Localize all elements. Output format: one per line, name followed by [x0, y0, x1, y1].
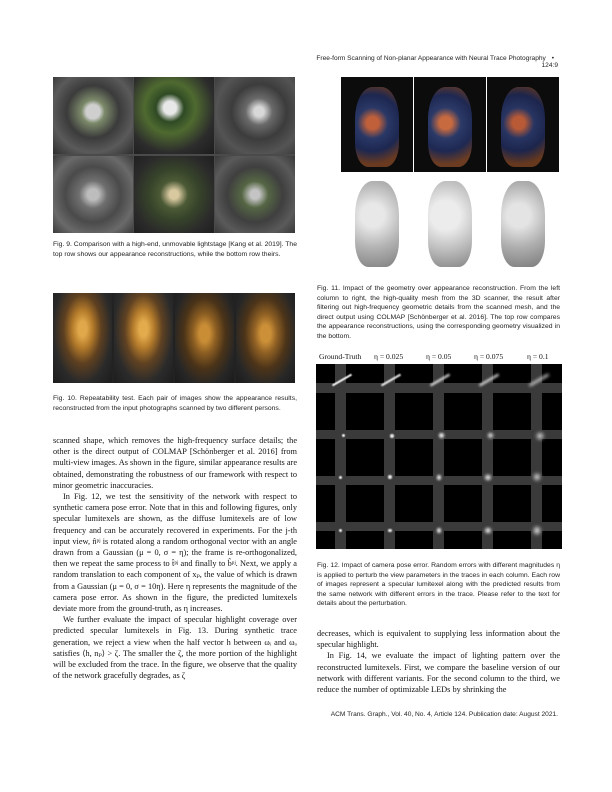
specular-highlight — [485, 528, 490, 533]
specular-highlight — [439, 433, 444, 438]
lumitexel-cell — [513, 457, 562, 503]
lumitexel-vertical-band — [482, 503, 493, 549]
fig12-lumitexel-grid — [316, 364, 562, 549]
fig10-caption: Fig. 10. Repeatability test. Each pair of images show the appearance results, reconstructed from the input photographs scanned by two different persons. — [53, 395, 297, 412]
lumitexel-cell — [464, 503, 513, 549]
header-bullet: • — [551, 55, 554, 62]
fig12-caption: Fig. 12. Impact of camera pose error. Random errors with different magnitudes η is applied to perturb the view parameters in the traces in each column. Each row of images represent a specular lumitexel along with the predicted results from the same network with different errors in the trace. Please refer to the text for details about the perturbation. — [317, 562, 560, 608]
fig11-vase-appearance-2 — [414, 77, 486, 172]
lumitexel-cell — [464, 457, 513, 503]
fig11-vase-geometry-1 — [341, 175, 413, 273]
lumitexel-cell — [365, 503, 414, 549]
lumitexel-vertical-band — [335, 457, 346, 503]
fig9-caption: Fig. 9. Comparison with a high-end, unmovable lightstage [Kang et al. 2019]. The top row shows our appearance reconstructions, while the bottom row theirs. — [53, 241, 297, 258]
fig12-label-eta-0075: η = 0.075 — [474, 352, 504, 361]
fig9-photo-2 — [134, 77, 214, 154]
running-title: Free-form Scanning of Non-planar Appearance with Neural Trace Photography — [316, 55, 546, 62]
fig9-image-grid — [53, 77, 295, 233]
lumitexel-cell — [464, 364, 513, 410]
left-paragraph-2: In Fig. 12, we test the sensitivity of the network with respect to synthetic camera pose error. Note that in this and following figures, only specular lumitexels are shown, as the diffuse lumitexels are of low frequency and can be accurately recovered in experiments. For the j-th input view, n̂ᵖʲ is rotated along a random orthogonal vector with an angle drawn from a Gaussian (μ = 0, σ = η); the frame is re-orthogonalized, then we repeat the same process to t̂ᵖʲ and finally to b̂ᵖʲ. Next, we apply a random translation to each component of xₚ, the value of which is drawn from a Gaussian (μ = 0, σ = 10η). Here η represents the magnitude of the camera pose error. As shown in the figure, the predicted lumitexels deviate more from the ground-truth, as η increases. — [53, 492, 297, 614]
fig9-photo-6 — [215, 156, 295, 233]
left-column-text — [53, 435, 297, 681]
specular-highlight — [390, 434, 394, 438]
lumitexel-cell — [513, 503, 562, 549]
lumitexel-cell — [414, 410, 463, 456]
lumitexel-cell — [464, 410, 513, 456]
lumitexel-cell — [365, 410, 414, 456]
fig9-photo-5 — [134, 156, 214, 233]
fig10-photo-4 — [236, 293, 295, 383]
lumitexel-vertical-band — [384, 503, 395, 549]
lumitexel-vertical-band — [384, 457, 395, 503]
specular-highlight — [437, 528, 442, 533]
lumitexel-vertical-band — [384, 364, 395, 410]
page-number: 124:9 — [541, 62, 558, 69]
specular-highlight — [342, 434, 345, 437]
fig11-vase-geometry-3 — [487, 175, 559, 273]
lumitexel-vertical-band — [335, 503, 346, 549]
right-paragraph-2: In Fig. 14, we evaluate the impact of lighting pattern over the reconstructed lumitexels. First, we compare the baseline version of our network with different variants. For the second column to the third, we reduce the number of optimizable LEDs by shrinking the — [317, 651, 560, 695]
fig11-caption: Fig. 11. Impact of the geometry over appearance reconstruction. From the left column to right, the high-quality mesh from the 3D scanner, the result after filtering out high-frequency geometric details from the scanned mesh, and the direct output using COLMAP [Schönberger et al. 2016]. The top row compares the appearance reconstructions, using the corresponding geometry visualized in the bottom. — [317, 285, 560, 340]
lumitexel-cell — [414, 364, 463, 410]
fig12-label-eta-01: η = 0.1 — [527, 352, 549, 361]
lumitexel-cell — [513, 410, 562, 456]
lumitexel-vertical-band — [335, 364, 346, 410]
fig12-label-eta-0025: η = 0.025 — [374, 352, 404, 361]
lumitexel-vertical-band — [531, 503, 542, 549]
lumitexel-vertical-band — [433, 364, 444, 410]
fig10-image-row — [53, 293, 295, 383]
fig12-column-labels — [316, 352, 562, 364]
specular-highlight — [485, 475, 490, 480]
specular-highlight — [388, 529, 392, 533]
lumitexel-cell — [365, 364, 414, 410]
lumitexel-vertical-band — [482, 364, 493, 410]
fig10-photo-2 — [114, 293, 173, 383]
fig11-vase-appearance-3 — [487, 77, 559, 172]
right-column-text — [317, 628, 560, 695]
fig11-image-grid — [341, 77, 560, 273]
lumitexel-vertical-band — [433, 457, 444, 503]
lumitexel-cell — [365, 457, 414, 503]
fig12-label-eta-005: η = 0.05 — [426, 352, 452, 361]
specular-highlight — [388, 475, 392, 479]
specular-highlight — [437, 475, 442, 480]
lumitexel-cell — [316, 410, 365, 456]
lumitexel-vertical-band — [433, 503, 444, 549]
fig11-vase-appearance-1 — [341, 77, 413, 172]
right-paragraph-1: decreases, which is equivalent to supplying less information about the specular highlight. — [317, 629, 560, 650]
fig10-photo-1 — [53, 293, 112, 383]
fig11-vase-geometry-2 — [414, 175, 486, 273]
lumitexel-vertical-band — [531, 364, 542, 410]
lumitexel-cell — [316, 457, 365, 503]
fig9-photo-1 — [53, 77, 133, 154]
lumitexel-cell — [414, 503, 463, 549]
fig10-photo-3 — [175, 293, 234, 383]
footer: ACM Trans. Graph., Vol. 40, No. 4, Article 124. Publication date: August 2021. — [330, 711, 558, 718]
left-paragraph-3: We further evaluate the impact of specular highlight coverage over predicted specular lumitexels in Fig. 13. During synthetic trace generation, we reject a view when the half vector h between ωᵢ and ωₒ satisfies ⟨h, nₚ⟩ > ζ. The smaller the ζ, the more portion of the highlight will be excluded from the trace. In the figure, we observe that the quality of the network gracefully degrades, as ζ — [53, 615, 297, 681]
fig9-photo-3 — [215, 77, 295, 154]
specular-highlight — [537, 433, 543, 439]
lumitexel-cell — [513, 364, 562, 410]
lumitexel-cell — [316, 503, 365, 549]
fig9-photo-4 — [53, 156, 133, 233]
left-paragraph-1: scanned shape, which removes the high-frequency surface details; the other is the direct output of COLMAP [Schönberger et al. 2016] from multi-view images. As shown in the figure, similar appearance results are obtained, demonstrating the robustness of our framework with respect to minor geometric inaccuracies. — [53, 436, 297, 490]
specular-highlight — [339, 476, 342, 479]
running-header — [302, 55, 558, 69]
lumitexel-cell — [414, 457, 463, 503]
lumitexel-cell — [316, 364, 365, 410]
fig12-label-ground-truth: Ground-Truth — [319, 352, 362, 361]
